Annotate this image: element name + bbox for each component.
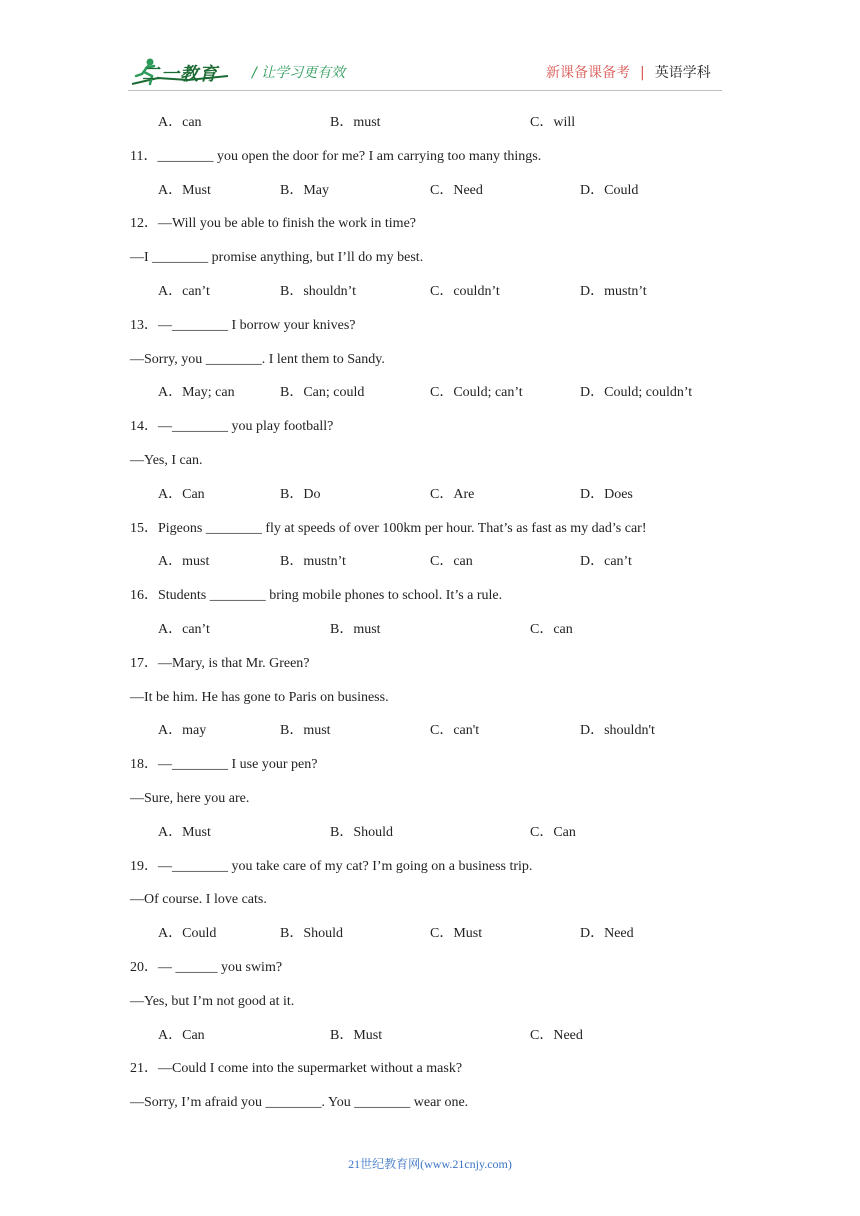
answer-option: A．May; can: [158, 385, 235, 400]
question-line: —Sorry, I’m afraid you ________. You ________ wear one.: [130, 1095, 469, 1110]
answer-option: B．mustn’t: [280, 554, 346, 569]
answer-option: C．Need: [530, 1028, 583, 1043]
answer-option: C．Are: [430, 487, 475, 502]
course-label: 新课备课备考: [546, 65, 630, 81]
answer-option: A．can’t: [158, 622, 210, 637]
question-line: 17．—Mary, is that Mr. Green?: [130, 656, 310, 671]
answer-option: C．will: [530, 115, 576, 130]
answer-option: D．can’t: [580, 554, 632, 569]
answer-option: D．Could: [580, 183, 639, 198]
answer-option: C．can't: [430, 723, 480, 738]
logo-text: 二一教育: [142, 64, 218, 85]
question-line: 12．—Will you be able to finish the work in time?: [130, 216, 416, 231]
answer-option: B．Do: [280, 487, 321, 502]
answer-option: A．Can: [158, 487, 205, 502]
answer-option: D．Could; couldn’t: [580, 385, 693, 400]
question-line: 19．—________ you take care of my cat? I’m going on a business trip.: [130, 859, 533, 874]
question-line: 11．________ you open the door for me? I am carrying too many things.: [130, 149, 542, 164]
answer-option: A．may: [158, 723, 207, 738]
slogan: / 让学习更有效: [252, 65, 346, 81]
question-line: —Yes, but I’m not good at it.: [130, 994, 295, 1009]
question-line: 21．—Could I come into the supermarket without a mask?: [130, 1061, 463, 1076]
question-line: 15．Pigeons ________ fly at speeds of over 100km per hour. That’s as fast as my dad’s car!: [130, 521, 647, 536]
answer-option: B．May: [280, 183, 329, 198]
answer-option: A．Could: [158, 926, 217, 941]
answer-option: A．Must: [158, 825, 211, 840]
answer-option: B．Should: [280, 926, 344, 941]
question-line: 16．Students ________ bring mobile phones to school. It’s a rule.: [130, 588, 503, 603]
question-line: 14．—________ you play football?: [130, 419, 334, 434]
question-line: 20．— ______ you swim?: [130, 960, 283, 975]
answer-option: D．mustn’t: [580, 284, 647, 299]
answer-option: C．Must: [430, 926, 483, 941]
question-line: —Of course. I love cats.: [130, 892, 267, 907]
answer-option: A．Can: [158, 1028, 205, 1043]
answer-option: D．shouldn't: [580, 723, 655, 738]
question-line: —Sorry, you ________. I lent them to Sandy.: [130, 352, 385, 367]
header-divider: [128, 90, 722, 91]
footer-source: 21世纪教育网(www.21cnjy.com): [348, 1157, 512, 1171]
answer-option: D．Does: [580, 487, 633, 502]
answer-option: C．couldn’t: [430, 284, 500, 299]
question-line: —I ________ promise anything, but I’ll do my best.: [130, 250, 424, 265]
question-line: 18．—________ I use your pen?: [130, 757, 318, 772]
question-line: 13．—________ I borrow your knives?: [130, 318, 356, 333]
answer-option: B．shouldn’t: [280, 284, 356, 299]
answer-option: B．Can; could: [280, 385, 365, 400]
answer-option: B．must: [330, 115, 381, 130]
answer-option: C．Can: [530, 825, 576, 840]
answer-option: B．must: [280, 723, 331, 738]
answer-option: A．must: [158, 554, 210, 569]
question-line: —It be him. He has gone to Paris on business.: [130, 690, 389, 705]
answer-option: B．Must: [330, 1028, 383, 1043]
answer-option: C．Need: [430, 183, 483, 198]
answer-option: B．must: [330, 622, 381, 637]
answer-option: C．can: [430, 554, 473, 569]
subject-label: 英语学科: [654, 65, 711, 81]
header-right: [546, 62, 711, 82]
answer-option: C．can: [530, 622, 573, 637]
answer-option: A．can’t: [158, 284, 210, 299]
answer-option: B．Should: [330, 825, 394, 840]
page-header: [0, 0, 860, 100]
question-line: —Sure, here you are.: [130, 791, 250, 806]
answer-option: A．can: [158, 115, 202, 130]
answer-option: C．Could; can’t: [430, 385, 523, 400]
question-line: —Yes, I can.: [130, 453, 203, 468]
answer-option: A．Must: [158, 183, 211, 198]
header-separator: |: [640, 65, 645, 81]
answer-option: D．Need: [580, 926, 634, 941]
